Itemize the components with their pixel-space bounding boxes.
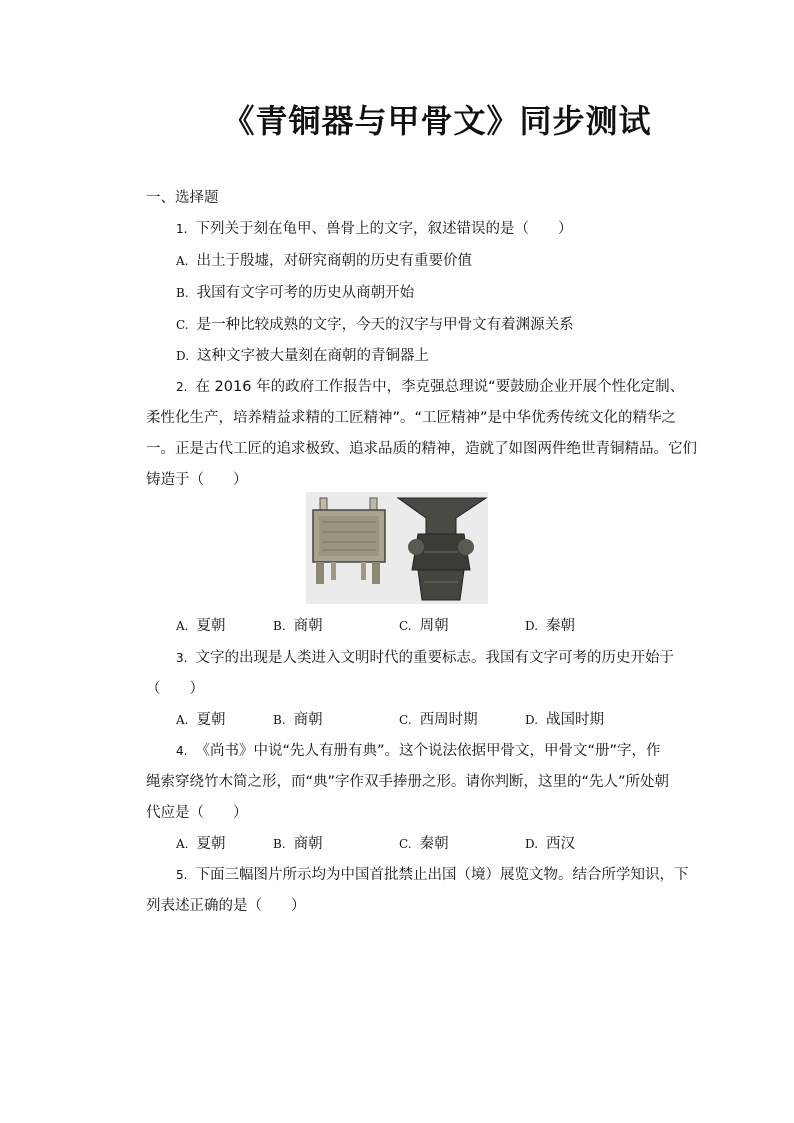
option-key: A. [176, 619, 189, 633]
question-text: 下面三幅图片所示均为中国首批禁止出国（境）展览文物。结合所学知识，下 [195, 867, 689, 883]
question-1 [176, 217, 572, 238]
question-number: 5. [176, 868, 188, 882]
question-number: 4. [176, 744, 188, 758]
option-key: D. [525, 619, 539, 633]
option-key: C. [176, 318, 189, 332]
option-key: B. [273, 619, 286, 633]
option-key: A. [176, 254, 189, 268]
q1-option-b [176, 281, 414, 302]
question-2-line-2: 柔性化生产，培养精益求精的工匠精神”。“工匠精神”是中华优秀传统文化的精华之 [146, 410, 677, 426]
option-text: 是一种比较成熟的文字，今天的汉字与甲骨文有着渊源关系 [196, 317, 574, 333]
q1-option-a [176, 249, 472, 270]
question-2-line-3: 一。正是古代工匠的追求极致、追求品质的精神，造就了如图两件绝世青铜精品。它们 [146, 441, 697, 457]
option-text: 西汉 [546, 836, 576, 852]
option-text: 夏朝 [196, 618, 226, 634]
q2-option-a [176, 614, 225, 635]
option-text: 商朝 [293, 712, 323, 728]
option-key: C. [399, 837, 412, 851]
question-3-line-1 [176, 646, 674, 667]
option-key: B. [273, 837, 286, 851]
question-number: 2. [176, 380, 188, 394]
option-text: 我国有文字可考的历史从商朝开始 [196, 285, 415, 301]
option-text: 西周时期 [419, 712, 478, 728]
option-text: 夏朝 [196, 836, 226, 852]
q4-option-a [176, 832, 225, 853]
question-text: 《尚书》中说“先人有册有典”。这个说法依据甲骨文，甲骨文“册”字，作 [195, 743, 661, 759]
option-key: B. [176, 286, 189, 300]
q1-option-c [176, 313, 574, 334]
q2-option-c [399, 614, 449, 635]
q4-option-b [273, 832, 323, 853]
option-text: 周朝 [419, 618, 449, 634]
bronze-vessels-image [306, 492, 488, 604]
q3-option-b [273, 708, 323, 729]
question-4-line-3: 代应是（ ） [146, 805, 248, 821]
q4-option-c [399, 832, 449, 853]
option-text: 秦朝 [419, 836, 449, 852]
page-title: 《青铜器与甲骨文》同步测试 [222, 102, 652, 140]
question-3-line-2: （ ） [146, 681, 204, 697]
q4-option-d [525, 832, 575, 853]
question-4-line-1 [176, 739, 661, 760]
option-text: 战国时期 [546, 712, 605, 728]
section-heading: 一、选择题 [146, 190, 219, 206]
question-number: 3. [176, 651, 188, 665]
option-text: 秦朝 [546, 618, 576, 634]
q3-option-c [399, 708, 478, 729]
q2-option-b [273, 614, 323, 635]
option-key: A. [176, 837, 189, 851]
bronze-vessels-figure [306, 492, 488, 604]
question-2-line-1 [176, 375, 684, 396]
option-key: D. [176, 349, 190, 363]
option-key: D. [525, 837, 539, 851]
question-4-line-2: 绳索穿绕竹木简之形，而“典”字作双手捧册之形。请你判断，这里的“先人”所处朝 [146, 774, 670, 790]
question-text: 文字的出现是人类进入文明时代的重要标志。我国有文字可考的历史开始于 [195, 650, 674, 666]
option-text: 商朝 [293, 618, 323, 634]
option-text: 出土于殷墟，对研究商朝的历史有重要价值 [196, 253, 472, 269]
question-2-line-4: 铸造于（ ） [146, 472, 248, 488]
q2-option-d [525, 614, 575, 635]
option-key: A. [176, 713, 189, 727]
option-key: B. [273, 713, 286, 727]
q3-option-d [525, 708, 604, 729]
q1-option-d [176, 344, 429, 365]
option-key: C. [399, 713, 412, 727]
question-5-line-2: 列表述正确的是（ ） [146, 898, 306, 914]
question-5-line-1 [176, 863, 688, 884]
option-key: C. [399, 619, 412, 633]
question-text: 下列关于刻在龟甲、兽骨上的文字，叙述错误的是（ ） [195, 221, 573, 237]
option-text: 这种文字被大量刻在商朝的青铜器上 [197, 348, 430, 364]
question-number: 1. [176, 222, 188, 236]
option-text: 商朝 [293, 836, 323, 852]
question-text: 在 2016 年的政府工作报告中，李克强总理说“要鼓励企业开展个性化定制、 [195, 379, 685, 395]
option-key: D. [525, 713, 539, 727]
option-text: 夏朝 [196, 712, 226, 728]
q3-option-a [176, 708, 225, 729]
